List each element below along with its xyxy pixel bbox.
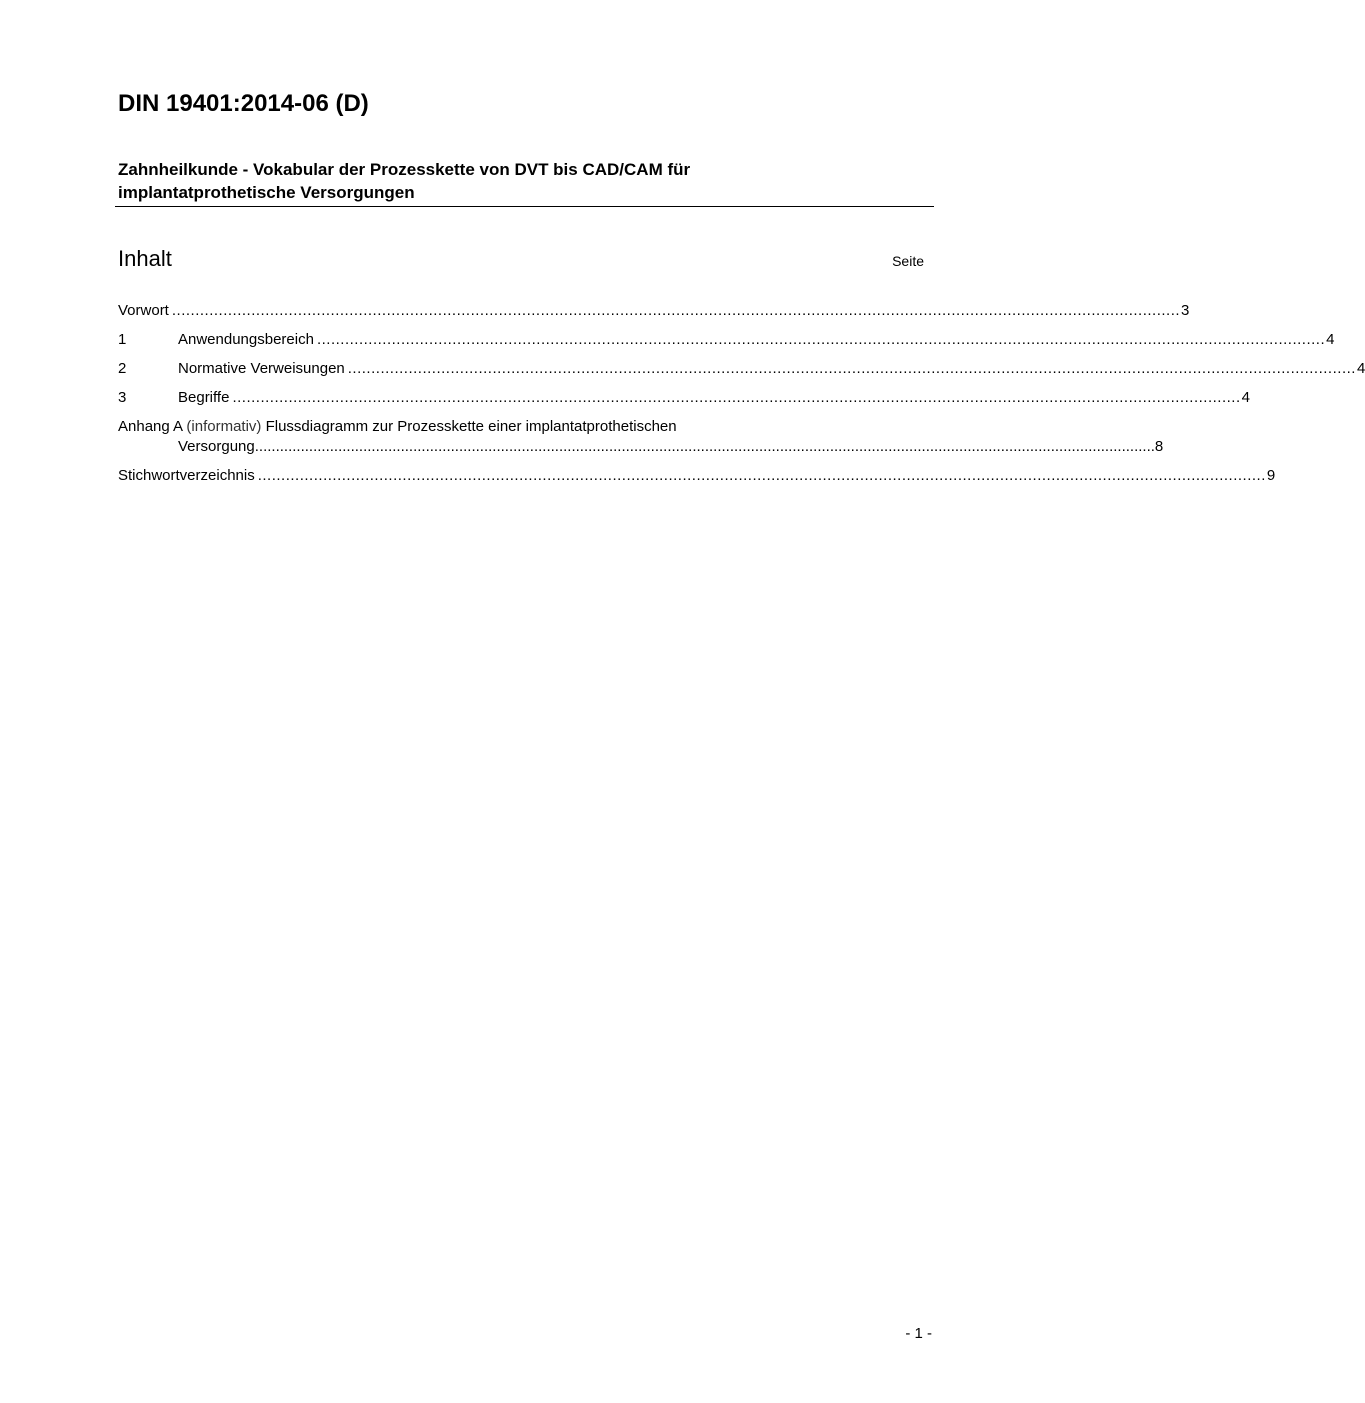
toc-entry-anhang-a[interactable] bbox=[118, 417, 1164, 457]
toc-entry-page: 8 bbox=[1154, 438, 1164, 455]
title-divider bbox=[115, 206, 934, 207]
toc-leader-dots: ........................................................................................................................................................................................................................ bbox=[316, 331, 1326, 348]
toc-entry-number: 3 bbox=[118, 389, 127, 406]
table-of-contents bbox=[118, 301, 1365, 495]
toc-leader-dots: ........................................................................................................................................................................................................................ bbox=[254, 438, 1155, 455]
toc-entry-number: 2 bbox=[118, 360, 127, 377]
toc-entry-vorwort[interactable] bbox=[118, 301, 1190, 321]
toc-leader-dots: ........................................................................................................................................................................................................................ bbox=[232, 389, 1241, 406]
toc-page-column-label: Seite bbox=[892, 253, 924, 269]
subtitle-line-2: implantatprothetische Versorgungen bbox=[118, 183, 415, 202]
document-title: DIN 19401:2014-06 (D) bbox=[118, 90, 369, 117]
toc-entry-page: 4 bbox=[1356, 360, 1365, 377]
page-number: - 1 - bbox=[905, 1325, 932, 1342]
toc-entry-page: 9 bbox=[1266, 467, 1276, 484]
toc-entry-title: Vorwort bbox=[118, 302, 169, 319]
toc-entry-page: 3 bbox=[1181, 302, 1190, 319]
toc-entry-normative-verweisungen[interactable] bbox=[118, 359, 1365, 379]
toc-entry-title: Normative Verweisungen bbox=[178, 360, 345, 377]
toc-annex-second-line bbox=[118, 437, 1164, 457]
toc-entry-stichwortverzeichnis[interactable] bbox=[118, 466, 1276, 486]
toc-heading: Inhalt bbox=[118, 246, 172, 271]
toc-entry-begriffe[interactable] bbox=[118, 388, 1250, 408]
subtitle-line-1: Zahnheilkunde - Vokabular der Prozesskette von DVT bis CAD/CAM für bbox=[118, 160, 691, 179]
toc-annex-label: Anhang A bbox=[118, 418, 183, 435]
toc-annex-title-line-1: Flussdiagramm zur Prozesskette einer implantatprothetischen bbox=[265, 418, 677, 435]
toc-leader-dots: ........................................................................................................................................................................................................................ bbox=[171, 302, 1181, 319]
toc-entry-title: Begriffe bbox=[178, 389, 230, 406]
toc-entry-page: 4 bbox=[1326, 331, 1335, 348]
toc-annex-title-line-2: Versorgung bbox=[178, 438, 255, 455]
document-subtitle bbox=[118, 158, 918, 204]
toc-entry-title: Anwendungsbereich bbox=[178, 331, 314, 348]
toc-annex-qualifier: (informativ) bbox=[186, 418, 262, 435]
toc-entry-number: 1 bbox=[118, 331, 127, 348]
toc-entry-anwendungsbereich[interactable] bbox=[118, 330, 1335, 350]
toc-entry-page: 4 bbox=[1241, 389, 1250, 406]
toc-leader-dots: ........................................................................................................................................................................................................................ bbox=[347, 360, 1356, 377]
toc-entry-title: Stichwortverzeichnis bbox=[118, 467, 255, 484]
toc-annex-first-line bbox=[118, 417, 911, 437]
toc-leader-dots: ........................................................................................................................................................................................................................ bbox=[257, 467, 1266, 484]
